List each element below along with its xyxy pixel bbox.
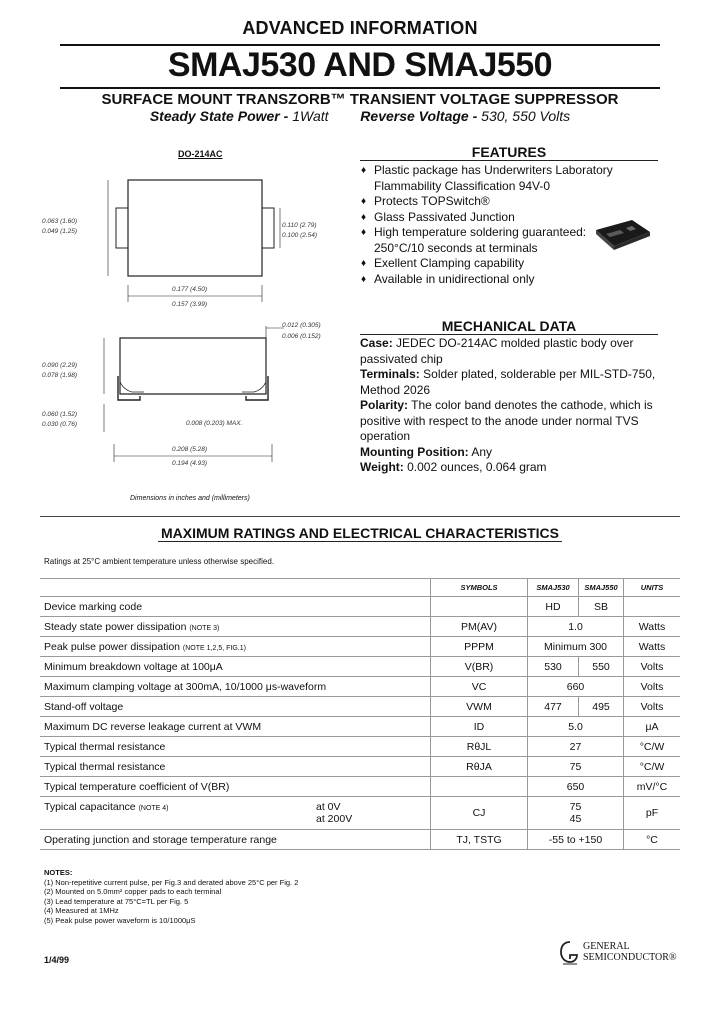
polarity-label: Polarity: xyxy=(360,398,409,412)
table-row: Minimum breakdown voltage at 100μA V(BR) 530 550 Volts xyxy=(40,657,680,677)
ratings-note: Ratings at 25°C ambient temperature unless otherwise specified. xyxy=(44,557,274,566)
notes-heading: NOTES: xyxy=(44,868,73,877)
dim-height-min: 0.049 (1.25) xyxy=(42,228,78,235)
document-date: 1/4/99 xyxy=(44,955,70,965)
dim-side-height-max: 0.090 (2.29) xyxy=(42,362,78,369)
table-row: Maximum DC reverse leakage current at VWM ID 5.0 μA xyxy=(40,717,680,737)
product-subtitle: SURFACE MOUNT TRANSZORB™ TRANSIENT VOLTAGE SUPPRESSOR xyxy=(101,91,619,108)
note-item: (3) Lead temperature at 75°C=TL per Fig. 5 xyxy=(44,896,189,906)
table-row: Typical thermal resistance RθJA 75 °C/W xyxy=(40,757,680,777)
terminals-text: Solder plated, solderable per MIL-STD-750, Method 2026 xyxy=(360,367,656,397)
header-rule-bottom xyxy=(60,87,660,89)
dim-body-length-max: 0.177 (4.50) xyxy=(172,286,208,293)
dim-body-length-min: 0.157 (3.99) xyxy=(172,301,208,308)
mechanical-data-heading: MECHANICAL DATA xyxy=(360,318,658,335)
table-row: Stand-off voltage VWM 477 495 Volts xyxy=(40,697,680,717)
feature-item-continued: Flammability Classification 94V-0 xyxy=(374,178,551,193)
terminals-label: Terminals: xyxy=(360,367,420,381)
voltage-label: Reverse Voltage - xyxy=(360,108,478,124)
ratings-table xyxy=(40,578,680,850)
body-top-view xyxy=(128,180,262,276)
power-value: 1Watt xyxy=(292,108,329,124)
col-symbols: SYMBOLS xyxy=(431,579,528,597)
table-row: Typical capacitance (NOTE 4) at 0V at 200V CJ 75 45 pF xyxy=(40,797,680,830)
dim-lead-length-min: 0.030 (0.76) xyxy=(42,421,78,428)
company-logo-icon xyxy=(558,940,582,966)
lead-left-top-view xyxy=(116,208,128,248)
company-name-line2: SEMICONDUCTOR® xyxy=(583,952,677,963)
col-units: UNITS xyxy=(624,579,681,597)
dim-lead-thickness-max: 0.012 (0.305) xyxy=(282,322,321,329)
features-heading: FEATURES xyxy=(360,144,658,161)
table-header-row xyxy=(40,579,680,597)
weight-label: Weight: xyxy=(360,460,404,474)
table-row: Typical thermal resistance RθJL 27 °C/W xyxy=(40,737,680,757)
feature-item: ♦ Plastic package has Underwriters Laboratory Flammability Classification 94V-0 xyxy=(360,163,660,194)
page-title: SMAJ530 AND SMAJ550 xyxy=(167,46,553,84)
case-label: Case: xyxy=(360,336,393,350)
company-name-line1: GENERAL xyxy=(583,941,630,952)
table-row: Steady state power dissipation (NOTE 3) PM(AV) 1.0 Watts xyxy=(40,617,680,637)
table-row: Peak pulse power dissipation (NOTE 1,2,5, FIG.1) PPPM Minimum 300 Watts xyxy=(40,637,680,657)
note-item: (1) Non-repetitive current pulse, per Fig.3 and derated above 25°C per Fig. 2 xyxy=(44,877,299,887)
product-tagline xyxy=(0,108,720,124)
notes-section xyxy=(44,868,298,925)
case-text: JEDEC DO-214AC molded plastic body over passivated chip xyxy=(360,336,634,366)
feature-item: ♦ Available in unidirectional only xyxy=(360,272,660,288)
power-label: Steady State Power - xyxy=(149,108,289,124)
note-item: (5) Peak pulse power waveform is 10/1000μS xyxy=(44,915,196,925)
dim-width-min: 0.100 (2.54) xyxy=(282,232,318,239)
dim-lead-thickness-min: 0.006 (0.152) xyxy=(282,333,321,340)
component-photo xyxy=(590,216,654,252)
package-outline-drawing xyxy=(40,160,360,500)
weight-text: 0.002 ounces, 0.064 gram xyxy=(407,460,547,474)
table-row: Device marking code HD SB xyxy=(40,597,680,617)
dim-width-max: 0.110 (2.79) xyxy=(282,222,317,229)
table-row: Maximum clamping voltage at 300mA, 10/1000 μs-waveform VC 660 Volts xyxy=(40,677,680,697)
section-divider xyxy=(40,516,680,517)
advanced-information-label: ADVANCED INFORMATION xyxy=(242,18,478,38)
feature-item: ♦ High temperature soldering guaranteed: 250°C/10 seconds at terminals xyxy=(360,225,660,256)
dim-height-max: 0.063 (1.60) xyxy=(42,218,78,225)
feature-item-continued: 250°C/10 seconds at terminals xyxy=(374,240,538,255)
col-smaj550: SMAJ550 xyxy=(579,579,624,597)
table-row: Operating junction and storage temperature range TJ, TSTG -55 to +150 °C xyxy=(40,830,680,850)
lead-right-top-view xyxy=(262,208,274,248)
note-item: (4) Measured at 1MHz xyxy=(44,906,119,915)
voltage-value: 530, 550 Volts xyxy=(481,108,571,124)
feature-item: ♦ Exellent Clamping capability xyxy=(360,256,660,272)
ratings-heading: MAXIMUM RATINGS AND ELECTRICAL CHARACTERISTICS xyxy=(158,525,562,542)
dimensions-note: Dimensions in inches and (millimeters) xyxy=(130,495,250,502)
dim-side-height-min: 0.078 (1.98) xyxy=(42,372,78,379)
mounting-text: Any xyxy=(471,444,492,459)
company-name xyxy=(583,941,677,963)
col-smaj530: SMAJ530 xyxy=(528,579,579,597)
mounting-label: Mounting Position: xyxy=(360,444,469,459)
mechanical-data-body xyxy=(360,336,658,476)
dim-standoff: 0.008 (0.203) MAX. xyxy=(186,420,243,427)
note-item: (2) Mounted on 5.0mm² copper pads to each terminal xyxy=(44,887,222,896)
dim-total-length-min: 0.194 (4.93) xyxy=(172,460,208,467)
dim-lead-length-max: 0.060 (1.52) xyxy=(42,411,78,418)
feature-item: ♦ Protects TOPSwitch® xyxy=(360,194,660,210)
table-row: Typical temperature coefficient of V(BR) 650 mV/°C xyxy=(40,777,680,797)
package-label: DO-214AC xyxy=(178,149,223,159)
feature-item: ♦ Glass Passivated Junction xyxy=(360,210,660,226)
body-side-view xyxy=(120,338,266,394)
polarity-text: The color band denotes the cathode, which is positive with respect to the anode under normal TVS operation xyxy=(360,398,653,443)
dim-total-length-max: 0.208 (5.28) xyxy=(172,446,208,453)
